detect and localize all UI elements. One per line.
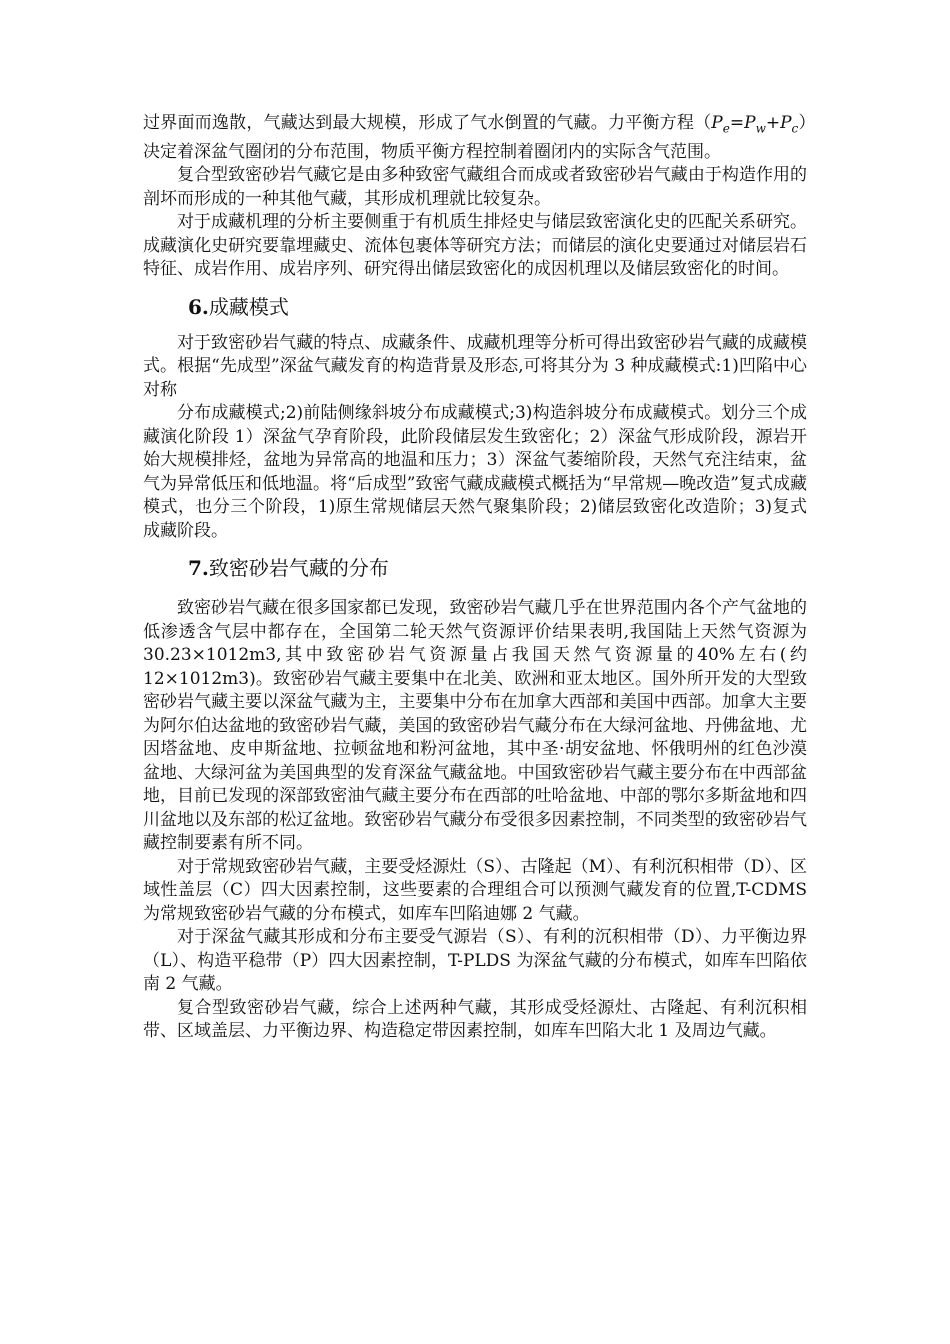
force-balance-formula: $P_e=P_w+P_c$ [711, 113, 799, 136]
section-number: 6. [188, 294, 209, 319]
section-heading-6 [143, 294, 807, 320]
paragraph-text: ）决定着深盆气圈闭的分布范围，物质平衡方程控制着圈闭内的实际含气范围。 [143, 113, 808, 162]
document-page [143, 112, 807, 1044]
section-title: 致密砂岩气藏的分布 [208, 556, 389, 581]
paragraph-force-balance [143, 112, 807, 164]
section-title: 成藏模式 [208, 294, 289, 319]
section-number: 7. [188, 556, 209, 581]
paragraph-section6-1: 对于致密砂岩气藏的特点、成藏条件、成藏机理等分析可得出致密砂岩气藏的成藏模式。根据“先成型”深盆气藏发育的构造背景及形态,可将其分为 3 种成藏模式:1)凹陷中心对称 [143, 332, 807, 400]
paragraph-composite-reservoir: 复合型致密砂岩气藏它是由多种致密气藏组合而成或者致密砂岩气藏由于构造作用的剖坏而形成的一种其他气藏，其形成机理就比较复杂。 [143, 165, 807, 209]
paragraph-section7-1: 致密砂岩气藏在很多国家都已发现，致密砂岩气藏几乎在世界范围内各个产气盆地的低渗透含气层中都存在，全国第二轮天然气资源评价结果表明,我国陆上天然气资源为 30.23×1012m3,其中致密砂岩气资源量占我国天然气资源量的40%左右(约 12×1012m3)。致密砂岩气藏主要集中在北美、欧洲和亚太地区。国外所开发的大型致密砂岩气藏主要以深盆气藏为主，主要集中分布在加拿大西部和美国中西部。加拿大主要为阿尔伯达盆地的致密砂岩气藏，美国的致密砂岩气藏分布在大绿河盆地、丹佛盆地、尤因塔盆地、皮申斯盆地、拉顿盆地和粉河盆地，其中圣·胡安盆地、怀俄明州的红色沙漠盆地、大绿河盆为美国典型的发育深盆气藏盆地。中国致密砂岩气藏主要分布在中西部盆地，目前已发现的深部致密油气藏主要分布在西部的吐哈盆地、中部的鄂尔多斯盆地和四川盆地以及东部的松辽盆地。致密砂岩气藏分布受很多因素控制，不同类型的致密砂岩气藏控制要素有所不同。 [143, 598, 807, 854]
paragraph-accumulation-mechanism: 对于成藏机理的分析主要侧重于有机质生排烃史与储层致密演化史的匹配关系研究。成藏演化史研究要靠埋藏史、流体包裹体等研究方法；而储层的演化史要通过对储层岩石特征、成岩作用、成岩序列、研究得出储层致密化的成因机理以及储层致密化的时间。 [143, 212, 807, 280]
paragraph-text: 过界面而逸散，气藏达到最大规模，形成了气水倒置的气藏。力平衡方程（ [143, 113, 712, 133]
paragraph-section7-3: 对于深盆气藏其形成和分布主要受气源岩（S）、有利的沉积相带（D）、力平衡边界（L）、构造平稳带（P）四大因素控制，T-PLDS 为深盆气藏的分布模式，如库车凹陷依南 2 气藏。 [143, 927, 807, 995]
paragraph-section7-2: 对于常规致密砂岩气藏，主要受烃源灶（S）、古隆起（M）、有利沉积相带（D）、区域性盖层（C）四大因素控制，这些要素的合理组合可以预测气藏发育的位置,T-CDMS 为常规致密砂岩气藏的分布模式，如库车凹陷迪娜 2 气藏。 [143, 856, 807, 924]
section-heading-7 [143, 555, 807, 581]
paragraph-section7-4: 复合型致密砂岩气藏，综合上述两种气藏，其形成受烃源灶、古隆起、有利沉积相带、区域盖层、力平衡边界、构造稳定带因素控制，如库车凹陷大北 1 及周边气藏。 [143, 997, 807, 1042]
paragraph-section6-2: 分布成藏模式;2)前陆侧缘斜坡分布成藏模式;3)构造斜坡分布成藏模式。划分三个成藏演化阶段 1）深盆气孕育阶段，此阶段储层发生致密化；2）深盆气形成阶段，源岩开始大规模排烃，盆地为异常高的地温和压力；3）深盆气萎缩阶段，天然气充注结束，盆气为异常低压和低地温。将“后成型”致密气藏成藏模式概括为“早常规—晚改造”复式成藏模式，也分三个阶段，1)原生常规储层天然气聚集阶段；2)储层致密化改造阶；3)复式成藏阶段。 [143, 403, 807, 541]
